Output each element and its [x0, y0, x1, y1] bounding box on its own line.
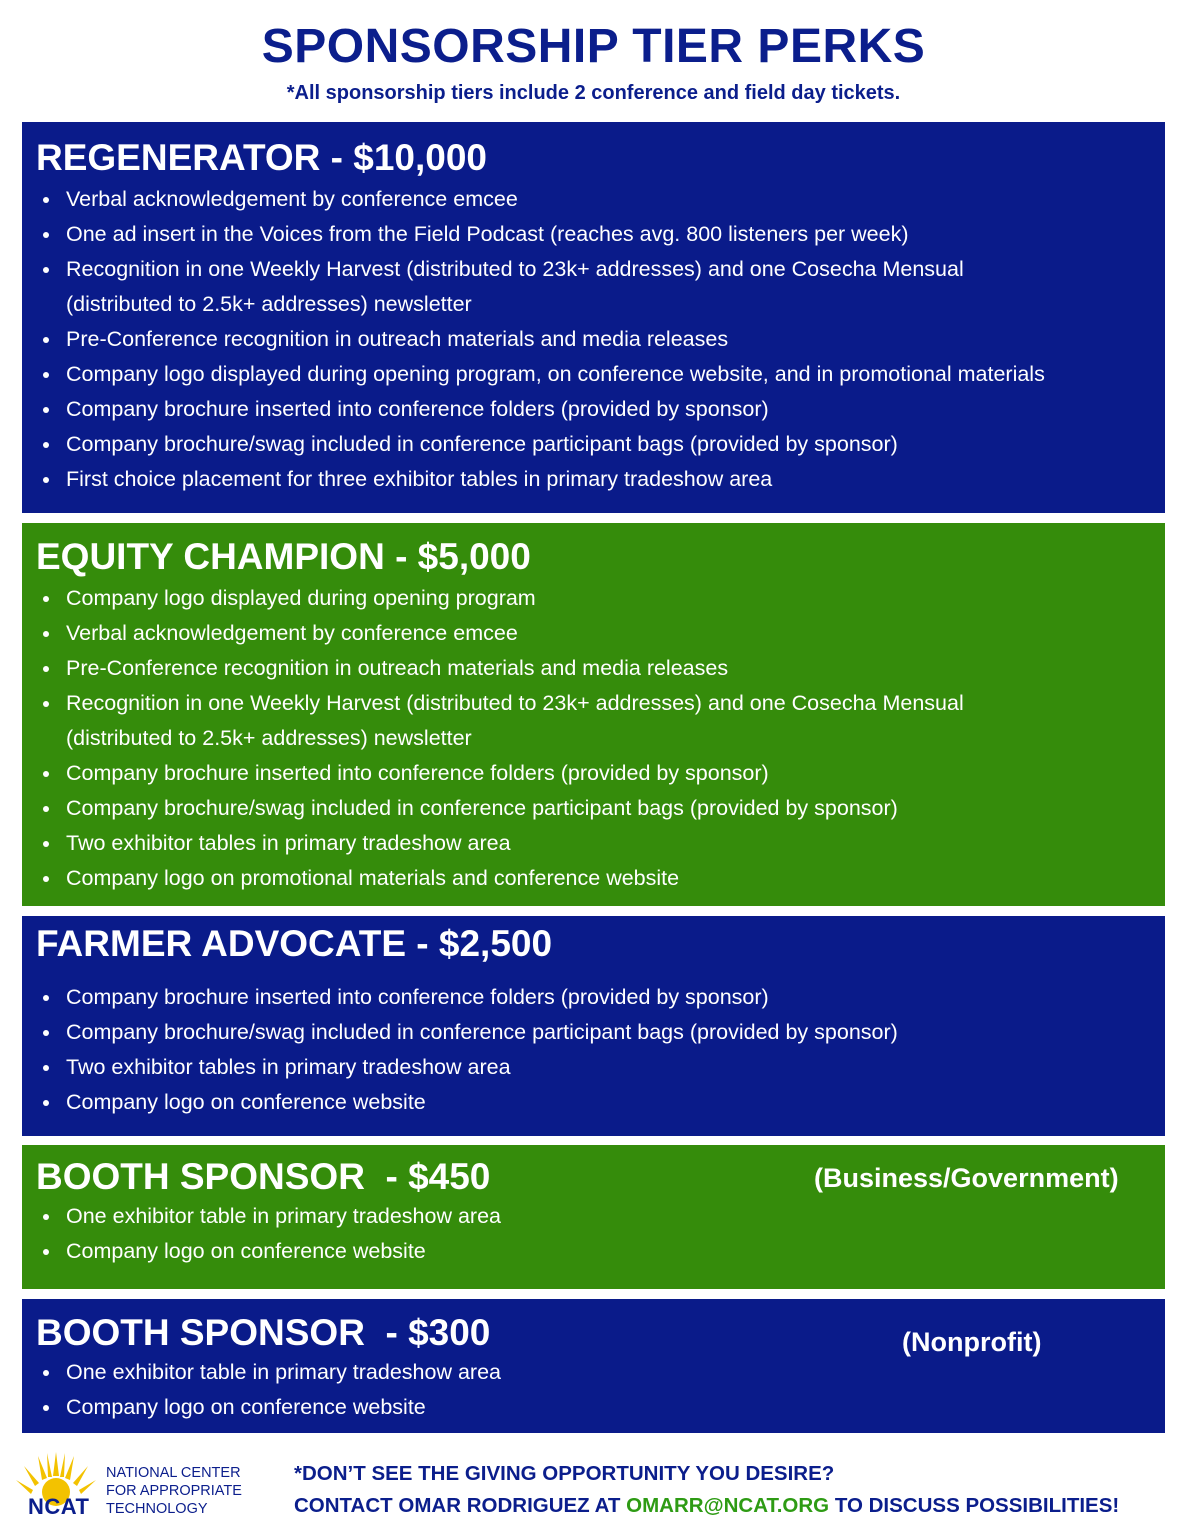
perk-item: One exhibitor table in primary tradeshow area	[36, 1199, 1146, 1234]
perk-list	[36, 581, 1165, 896]
perk-item: Company brochure/swag included in conference participant bags (provided by sponsor)	[36, 791, 1146, 826]
tier-heading: BOOTH SPONSOR - $450	[36, 1156, 491, 1197]
perk-item: Recognition in one Weekly Harvest (distributed to 23k+ addresses) and one Cosecha Mensual (distributed to 2.5k+ addresses) newsletter	[36, 252, 1066, 322]
perk-item: Company logo on promotional materials and conference website	[36, 861, 1146, 896]
perk-item: Two exhibitor tables in primary tradeshow area	[36, 1050, 1146, 1085]
ncat-logo	[14, 1446, 264, 1530]
logo-wordmark: NCAT	[28, 1494, 90, 1519]
logo-name-line: NATIONAL CENTER	[106, 1465, 241, 1481]
perk-item: Company brochure/swag included in conference participant bags (provided by sponsor)	[36, 427, 1146, 462]
perk-item: Company brochure inserted into conference folders (provided by sponsor)	[36, 756, 1146, 791]
perk-item: One ad insert in the Voices from the Field Podcast (reaches avg. 800 listeners per week)	[36, 217, 1146, 252]
perk-item: Company logo displayed during opening program, on conference website, and in promotional materials	[36, 357, 1176, 392]
perk-item: Pre-Conference recognition in outreach materials and media releases	[36, 322, 1146, 357]
perk-item: One exhibitor table in primary tradeshow area	[36, 1355, 1146, 1390]
tier-heading: BOOTH SPONSOR - $300	[36, 1312, 491, 1353]
logo-org-name	[106, 1464, 242, 1518]
tier-booth-sponsor-nonprofit	[22, 1299, 1165, 1433]
perk-item: Pre-Conference recognition in outreach materials and media releases	[36, 651, 1146, 686]
contact-text: CONTACT OMAR RODRIGUEZ AT	[294, 1494, 627, 1517]
tier-note: (Business/Government)	[814, 1163, 1119, 1193]
perk-item: Two exhibitor tables in primary tradeshow area	[36, 826, 1146, 861]
tier-booth-sponsor-business	[22, 1145, 1165, 1289]
perk-item: Verbal acknowledgement by conference emcee	[36, 616, 1146, 651]
perk-list	[36, 980, 1165, 1120]
perk-item: Verbal acknowledgement by conference emcee	[36, 182, 1146, 217]
perk-item: First choice placement for three exhibitor tables in primary tradeshow area	[36, 462, 1146, 497]
page-subtitle: *All sponsorship tiers include 2 conference and field day tickets.	[286, 82, 901, 104]
perk-item: Company brochure inserted into conference folders (provided by sponsor)	[36, 980, 1146, 1015]
tier-equity-champion	[22, 523, 1165, 906]
tier-farmer-advocate	[22, 916, 1165, 1136]
perk-item: Company logo on conference website	[36, 1085, 1146, 1120]
perk-list	[36, 1355, 1165, 1425]
footer-contact-message	[294, 1458, 1119, 1522]
contact-email-link[interactable]: OMARR@NCAT.ORG	[626, 1494, 830, 1517]
footer-line-1: *DON’T SEE THE GIVING OPPORTUNITY YOU DESIRE?	[294, 1462, 835, 1485]
perk-list	[36, 1199, 1165, 1269]
footer-line-2	[294, 1490, 1119, 1522]
perk-item: Company brochure inserted into conference folders (provided by sponsor)	[36, 392, 1146, 427]
perk-item: Recognition in one Weekly Harvest (distributed to 23k+ addresses) and one Cosecha Mensual (distributed to 2.5k+ addresses) newsletter	[36, 686, 1066, 756]
perk-item: Company logo on conference website	[36, 1390, 1146, 1425]
logo-name-line: TECHNOLOGY	[106, 1501, 208, 1517]
perk-list	[36, 182, 1165, 497]
contact-text-suffix: TO DISCUSS POSSIBILITIES!	[829, 1494, 1120, 1517]
tier-heading: FARMER ADVOCATE - $2,500	[36, 923, 553, 964]
perk-item: Company brochure/swag included in conference participant bags (provided by sponsor)	[36, 1015, 1146, 1050]
perk-item: Company logo on conference website	[36, 1234, 1146, 1269]
tier-heading: EQUITY CHAMPION - $5,000	[36, 536, 531, 577]
tier-regenerator	[22, 122, 1165, 513]
tier-heading: REGENERATOR - $10,000	[36, 137, 488, 178]
tier-note: (Nonprofit)	[902, 1327, 1042, 1357]
page-title: SPONSORSHIP TIER PERKS	[261, 20, 926, 73]
logo-name-line: FOR APPROPRIATE	[106, 1483, 242, 1499]
perk-item: Company logo displayed during opening program	[36, 581, 1146, 616]
